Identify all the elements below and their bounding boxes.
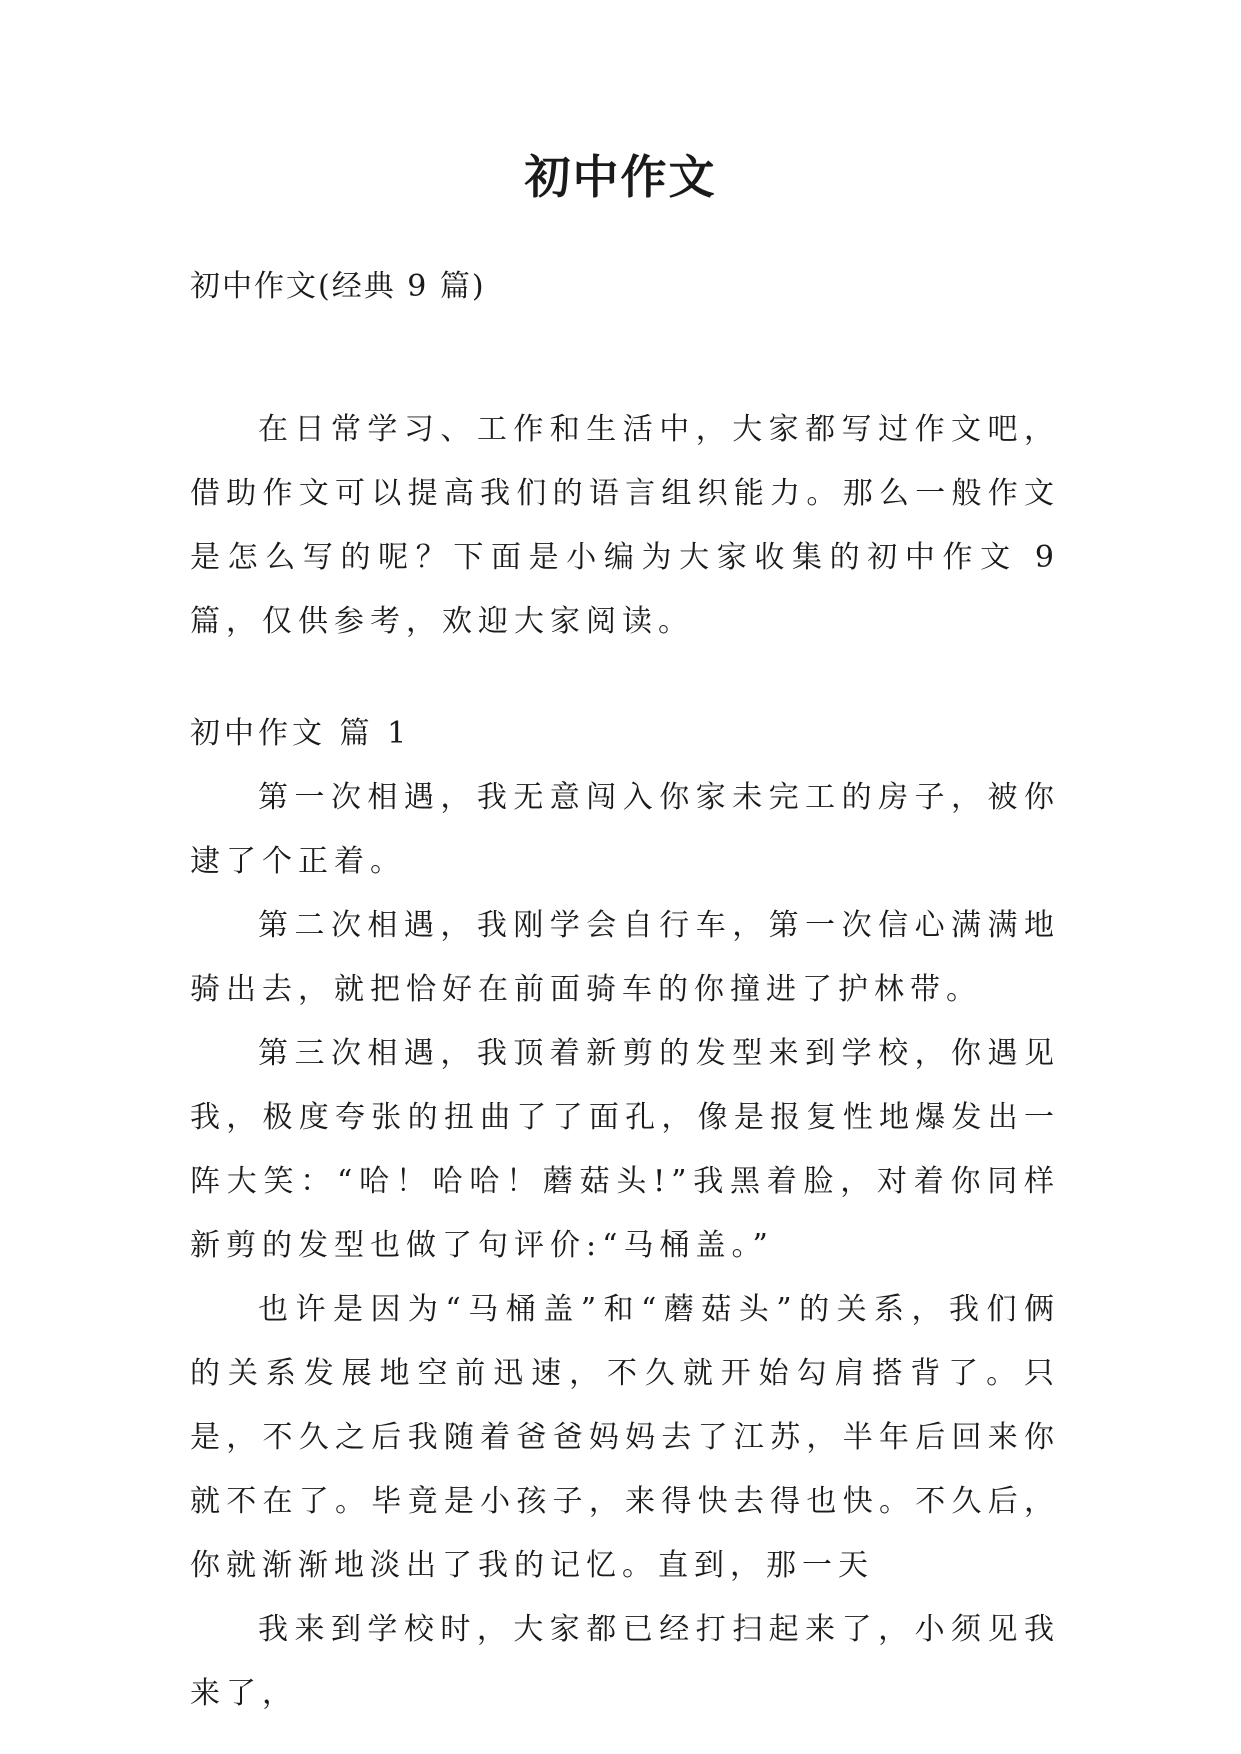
intro-block xyxy=(190,398,1060,654)
document-title: 初中作文 xyxy=(524,150,717,204)
essay-paragraph: 我来到学校时，大家都已经打扫起来了，小须见我来了， xyxy=(190,1612,1060,1711)
document-subtitle: 初中作文(经典 9 篇) xyxy=(190,269,486,304)
essay-paragraph: 第三次相遇，我顶着新剪的发型来到学校，你遇见我，极度夸张的扭曲了了面孔，像是报复性地爆发出一阵大笑：“哈！哈哈！蘑菇头!”我黑着脸，对着你同样新剪的发型也做了句评价:“马桶盖。” xyxy=(190,1036,1060,1263)
essay-section-1 xyxy=(190,702,1060,1726)
section-heading: 初中作文 篇 1 xyxy=(190,716,411,751)
essay-paragraph: 第二次相遇，我刚学会自行车，第一次信心满满地骑出去，就把恰好在前面骑车的你撞进了护林带。 xyxy=(190,908,1060,1007)
essay-paragraph: 也许是因为“马桶盖”和“蘑菇头”的关系，我们俩的关系发展地空前迅速，不久就开始勾肩搭背了。只是，不久之后我随着爸爸妈妈去了江苏，半年后回来你就不在了。毕竟是小孩子，来得快去得也快。不久后，你就渐渐地淡出了我的记忆。直到，那一天 xyxy=(190,1292,1060,1583)
essay-paragraph: 第一次相遇，我无意闯入你家未完工的房子，被你逮了个正着。 xyxy=(190,780,1060,879)
intro-paragraph: 在日常学习、工作和生活中，大家都写过作文吧，借助作文可以提高我们的语言组织能力。那么一般作文是怎么写的呢？下面是小编为大家收集的初中作文 9 篇，仅供参考，欢迎大家阅读。 xyxy=(190,412,1060,639)
